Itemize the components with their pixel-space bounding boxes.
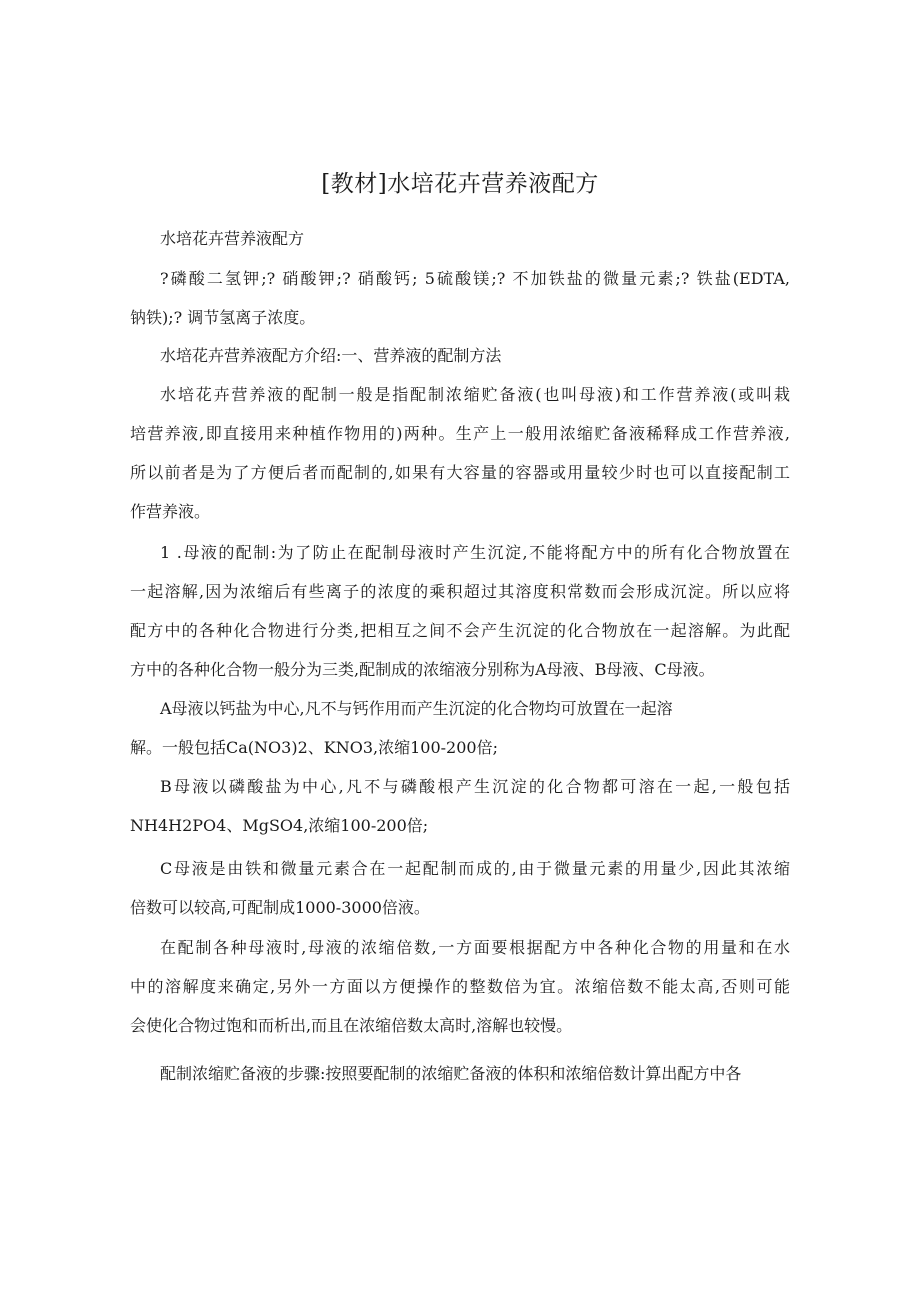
paragraph-line: 在配制各种母液时,母液的浓缩倍数,一方面要根据配方中各种化合物的用量和在水 xyxy=(160,938,790,957)
paragraph-line: 水培花卉营养液的配制一般是指配制浓缩贮备液(也叫母液)和工作营养液(或叫栽 xyxy=(160,385,790,404)
paragraph-line: C母液是由铁和微量元素合在一起配制而成的,由于微量元素的用量少,因此其浓缩 xyxy=(160,859,790,878)
paragraph-line: 方中的各种化合物一般分为三类,配制成的浓缩液分别称为A母液、B母液、C母液。 xyxy=(130,660,715,679)
paragraph-line: 解。一般包括Ca(NO3)2、KNO3,浓缩100-200倍; xyxy=(130,738,498,757)
paragraph-line: 水培花卉营养液配方介绍:一、营养液的配制方法 xyxy=(160,346,502,365)
paragraph-line: A母液以钙盐为中心,凡不与钙作用而产生沉淀的化合物均可放置在一起溶 xyxy=(160,699,673,718)
document-title: [教材]水培花卉营养液配方 xyxy=(321,171,599,197)
paragraph-line: 会使化合物过饱和而析出,而且在浓缩倍数太高时,溶解也较慢。 xyxy=(130,1016,573,1035)
paragraph-line: 钠铁);? 调节氢离子浓度。 xyxy=(130,308,316,327)
paragraph-line: B母液以磷酸盐为中心,凡不与磷酸根产生沉淀的化合物都可溶在一起,一般包括 xyxy=(160,777,790,796)
paragraph-line: 一起溶解,因为浓缩后有些离子的浓度的乘积超过其溶度积常数而会形成沉淀。所以应将 xyxy=(130,582,790,601)
paragraph-line: 所以前者是为了方便后者而配制的,如果有大容量的容器或用量较少时也可以直接配制工 xyxy=(130,463,790,482)
paragraph-line: 倍数可以较高,可配制成1000-3000倍液。 xyxy=(130,898,430,917)
paragraph-line: 1 .母液的配制:为了防止在配制母液时产生沉淀,不能将配方中的所有化合物放置在 xyxy=(160,543,790,562)
paragraph-line: 作营养液。 xyxy=(130,502,211,521)
paragraph-line: 配制浓缩贮备液的步骤:按照要配制的浓缩贮备液的体积和浓缩倍数计算出配方中各 xyxy=(160,1064,742,1083)
paragraph-line: 水培花卉营养液配方 xyxy=(160,229,305,248)
paragraph-line: 配方中的各种化合物进行分类,把相互之间不会产生沉淀的化合物放在一起溶解。为此配 xyxy=(130,621,790,640)
paragraph-line: ?磷酸二氢钾;? 硝酸钾;? 硝酸钙; 5硫酸镁;? 不加铁盐的微量元素;? 铁盐(EDTA, xyxy=(160,269,790,288)
paragraph-line: NH4H2PO4、MgSO4,浓缩100-200倍; xyxy=(130,816,429,835)
paragraph-line: 培营养液,即直接用来种植作物用的)两种。生产上一般用浓缩贮备液稀释成工作营养液, xyxy=(130,424,790,443)
paragraph-line: 中的溶解度来确定,另外一方面以方便操作的整数倍为宜。浓缩倍数不能太高,否则可能 xyxy=(130,977,790,996)
